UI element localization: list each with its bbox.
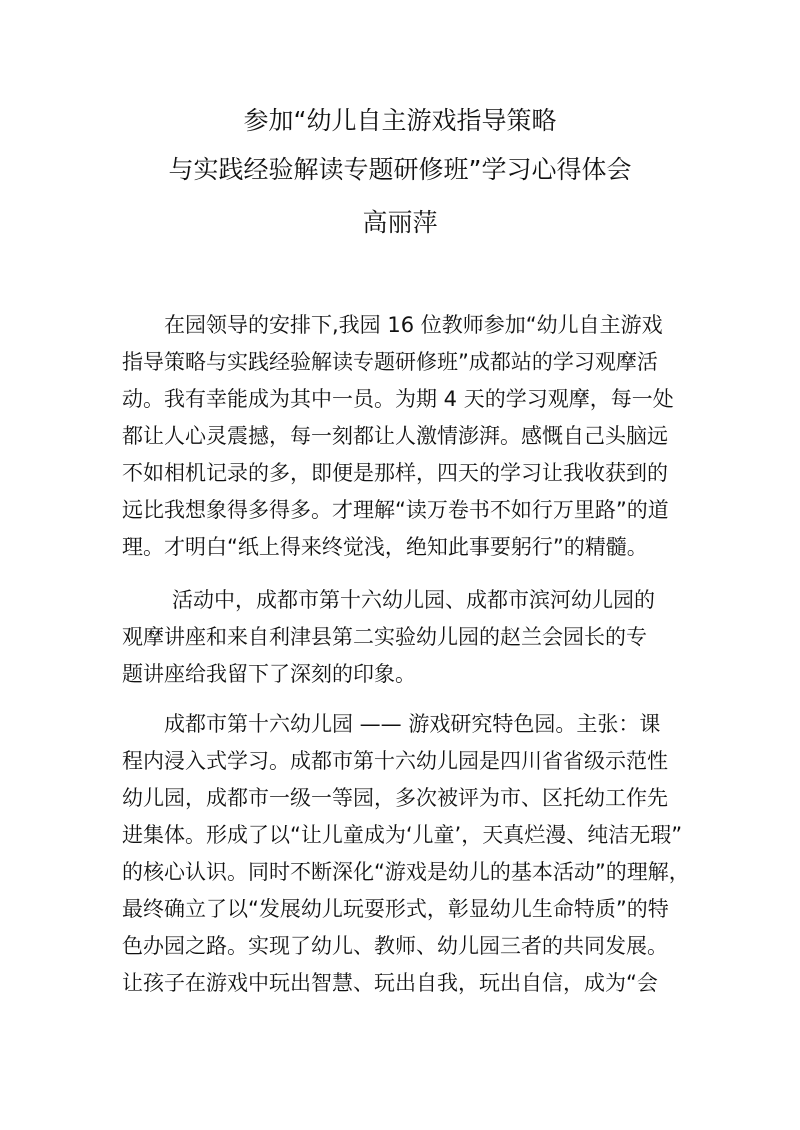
paragraph-line: 幼儿园，成都市一级一等园，多次被评为市、区托幼工作先 <box>122 786 668 810</box>
paragraph-line: 都让人心灵震撼，每一刻都让人激情澎湃。感慨自己头脑远 <box>122 424 668 448</box>
document-author: 高丽萍 <box>362 208 438 237</box>
paragraph-2 <box>122 582 682 693</box>
paragraph-line: 在园领导的安排下,我园 16 位教师参加“幼儿自主游戏 <box>164 313 663 337</box>
paragraph-line: 题讲座给我留下了深刻的印象。 <box>122 662 416 686</box>
paragraph-line: 远比我想象得多得多。才理解“读万卷书不如行万里路”的道 <box>122 498 669 522</box>
paragraph-3 <box>122 706 690 1002</box>
paragraph-line: 进集体。形成了以“让儿童成为‘儿童’，天真烂漫、纯洁无瑕” <box>122 823 683 847</box>
paragraph-line: 不如相机记录的多，即便是那样，四天的学习让我收获到的 <box>122 461 668 485</box>
paragraph-line: 让孩子在游戏中玩出智慧、玩出自我，玩出自信，成为“会 <box>122 971 658 995</box>
paragraph-line: 的核心认识。同时不断深化“游戏是幼儿的基本活动”的理解， <box>122 860 690 884</box>
paragraph-line: 程内浸入式学习。成都市第十六幼儿园是四川省省级示范性 <box>122 749 668 773</box>
paragraph-1 <box>122 307 682 566</box>
paragraph-line: 观摩讲座和来自利津县第二实验幼儿园的赵兰会园长的专 <box>122 625 647 649</box>
paragraph-line: 理。才明白“纸上得来终觉浅，绝知此事要躬行”的精髓。 <box>122 535 648 559</box>
paragraph-line: 动。我有幸能成为其中一员。为期 4 天的学习观摩，每一处 <box>122 387 674 411</box>
paragraph-line: 色办园之路。实现了幼儿、教师、幼儿园三者的共同发展。 <box>122 934 668 958</box>
paragraph-line: 成都市第十六幼儿园 —— 游戏研究特色园。主张：课 <box>164 712 661 736</box>
paragraph-line: 活动中，成都市第十六幼儿园、成都市滨河幼儿园的 <box>172 588 655 612</box>
paragraph-line: 指导策略与实践经验解读专题研修班”成都站的学习观摩活 <box>122 350 658 374</box>
paragraph-line: 最终确立了以“发展幼儿玩耍形式，彰显幼儿生命特质”的特 <box>122 897 669 921</box>
document-title-line-1: 参加“幼儿自主游戏指导策略 <box>243 106 557 135</box>
document-title-line-2: 与实践经验解读专题研修班”学习心得体会 <box>168 155 632 184</box>
